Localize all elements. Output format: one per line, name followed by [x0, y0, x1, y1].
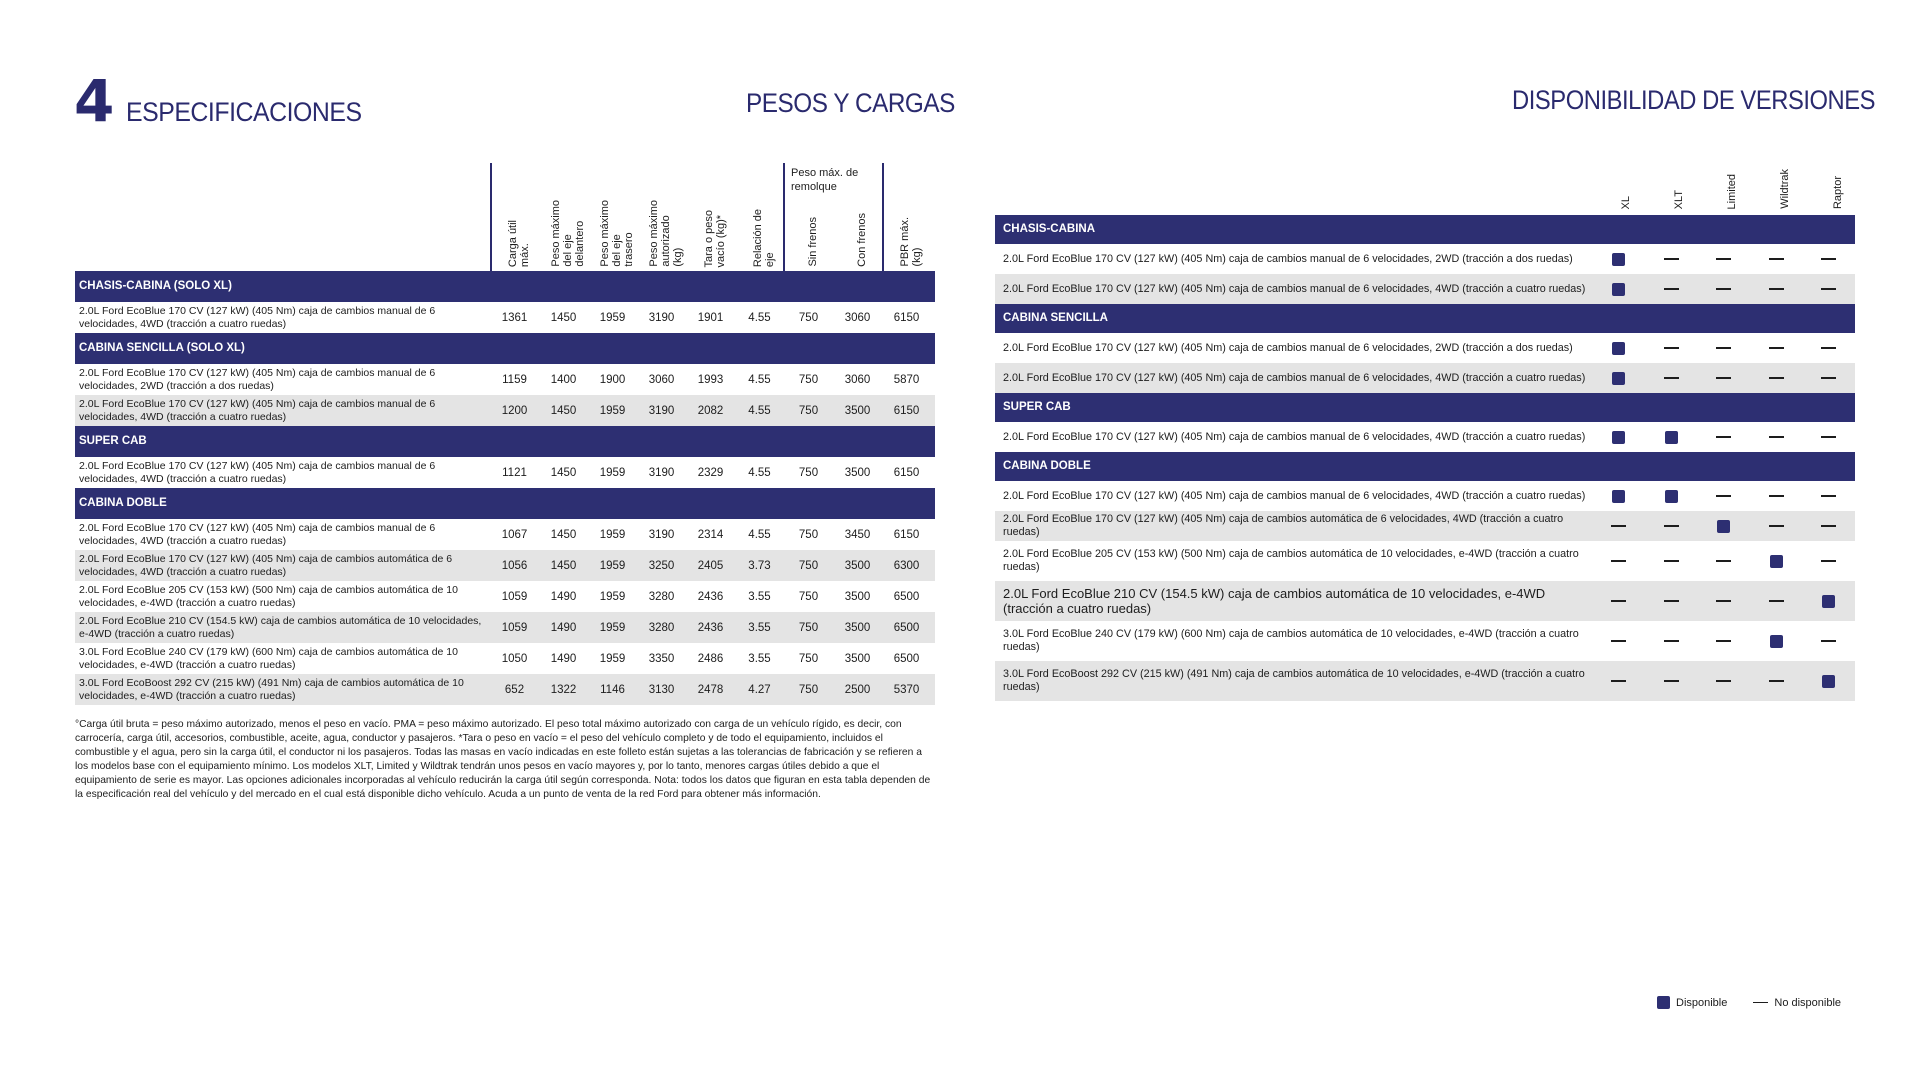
cell-value: 1901: [697, 311, 724, 324]
row-description: 2.0L Ford EcoBlue 170 CV (127 kW) (405 Nm) caja de cambios manual de 6 velocidades, 4WD (tracción a cuatro ruedas): [1003, 282, 1586, 295]
cell-value: 750: [798, 404, 819, 417]
availability-cell: [1645, 560, 1697, 562]
unavailable-icon: [1664, 560, 1679, 562]
cell-value: 1490: [550, 621, 577, 634]
legend-unavailable: No disponible: [1774, 996, 1842, 1009]
unavailable-icon: [1821, 495, 1836, 497]
unavailable-icon: [1716, 600, 1731, 602]
row-description: 3.0L Ford EcoBoost 292 CV (215 kW) (491 Nm) caja de cambios automática de 10 velocidades, e-4WD (tracción a cuatro ruedas): [1003, 668, 1585, 693]
cell-value: 4.55: [748, 466, 771, 479]
cell-value: 1490: [550, 652, 577, 665]
availability-table: [995, 160, 1855, 701]
unavailable-icon: [1821, 347, 1836, 349]
unavailable-icon: [1664, 525, 1679, 527]
section-header: CABINA DOBLE: [75, 488, 935, 519]
available-icon: [1770, 555, 1783, 568]
cell-value: 750: [798, 590, 819, 603]
cell-value: 3060: [844, 311, 871, 324]
section-header: CHASIS-CABINA (SOLO XL): [75, 271, 935, 302]
availability-cell: [1750, 258, 1802, 260]
availability-cell: [1645, 258, 1697, 260]
cell-value: 6500: [893, 590, 920, 603]
cell-value: 2082: [697, 404, 724, 417]
unavailable-icon: [1769, 436, 1784, 438]
availability-cell: [1645, 377, 1697, 379]
table-row: [995, 422, 1855, 452]
availability-cell: [1750, 436, 1802, 438]
towing-group-label: Peso máx. de remolque: [791, 167, 859, 193]
row-description: 3.0L Ford EcoBlue 240 CV (179 kW) (600 Nm) caja de cambios automática de 10 velocidades, e-4WD (tracción a cuatro ruedas): [79, 645, 458, 671]
cell-value: 1959: [599, 559, 626, 572]
cell-value: 2478: [697, 683, 724, 696]
availability-cell: [1698, 258, 1750, 260]
cell-value: 1959: [599, 404, 626, 417]
cell-value: 1067: [501, 528, 528, 541]
cell-value: 5370: [893, 683, 920, 696]
cell-value: 6300: [893, 559, 920, 572]
section-header: CHASIS-CABINA: [995, 215, 1855, 244]
table-row: [75, 364, 935, 395]
cell-value: 1959: [599, 652, 626, 665]
availability-cell: [1593, 640, 1645, 642]
section-header: CABINA DOBLE: [995, 452, 1855, 481]
table-row: [995, 333, 1855, 363]
cell-value: 4.55: [748, 528, 771, 541]
unavailable-icon: [1716, 680, 1731, 682]
cell-value: 1059: [501, 590, 528, 603]
availability-cell: [1645, 431, 1697, 444]
unavailable-icon: [1611, 600, 1626, 602]
cell-value: 4.55: [748, 311, 771, 324]
section-number: 4: [74, 67, 113, 135]
cell-value: 6150: [893, 528, 920, 541]
availability-cell: [1750, 347, 1802, 349]
availability-cell: [1593, 283, 1645, 296]
cell-value: 1959: [599, 590, 626, 603]
row-description: 2.0L Ford EcoBlue 210 CV (154.5 kW) caja de cambios automática de 10 velocidades, e-4WD (tracción a cuatro ruedas): [79, 614, 482, 640]
available-icon: [1612, 342, 1625, 355]
table-row: [995, 481, 1855, 511]
availability-title: DISPONIBILIDAD DE VERSIONES: [1512, 85, 1876, 115]
cell-value: 4.55: [748, 404, 771, 417]
cell-value: 6500: [893, 652, 920, 665]
availability-cell: [1750, 680, 1802, 682]
availability-cell: [1803, 640, 1855, 642]
row-description: 2.0L Ford EcoBlue 170 CV (127 kW) (405 Nm) caja de cambios automática de 6 velocidades, 4WD (tracción a cuatro ruedas): [1003, 513, 1564, 538]
unavailable-icon: [1821, 258, 1836, 260]
table-row: [995, 274, 1855, 304]
availability-cell: [1593, 525, 1645, 527]
unavailable-icon: [1821, 288, 1836, 290]
availability-cell: [1698, 377, 1750, 379]
cell-value: 4.55: [748, 373, 771, 386]
cell-value: 1200: [501, 404, 528, 417]
row-description: 2.0L Ford EcoBlue 170 CV (127 kW) (405 Nm) caja de cambios manual de 6 velocidades, 4WD (tracción a cuatro ruedas): [1003, 489, 1586, 502]
cell-value: 3060: [648, 373, 675, 386]
availability-cell: [1803, 347, 1855, 349]
unavailable-icon: [1821, 525, 1836, 527]
cell-value: 3.55: [748, 590, 771, 603]
cell-value: 3350: [648, 652, 675, 665]
table-row: [75, 612, 935, 643]
unavailable-icon: [1664, 640, 1679, 642]
availability-cell: [1698, 347, 1750, 349]
availability-cell: [1698, 520, 1750, 533]
header-divider: [882, 163, 884, 271]
unavailable-icon: [1716, 288, 1731, 290]
availability-cell: [1593, 600, 1645, 602]
availability-cell: [1750, 288, 1802, 290]
unavailable-icon: [1821, 640, 1836, 642]
cell-value: 1450: [550, 528, 577, 541]
section-heading: [74, 67, 382, 135]
version-header: XLT: [1672, 189, 1685, 209]
available-icon: [1612, 431, 1625, 444]
unavailable-icon: [1769, 525, 1784, 527]
availability-cell: [1698, 436, 1750, 438]
column-header: Peso máximo del eje trasero: [598, 200, 635, 267]
available-icon: [1822, 595, 1835, 608]
availability-cell: [1750, 525, 1802, 527]
availability-cell: [1698, 560, 1750, 562]
cell-value: 3250: [648, 559, 675, 572]
cell-value: 3500: [844, 590, 871, 603]
available-icon: [1665, 490, 1678, 503]
cell-value: 3450: [844, 528, 871, 541]
weights-table: [75, 163, 935, 705]
cell-value: 3500: [844, 621, 871, 634]
cell-value: 1959: [599, 466, 626, 479]
cell-value: 1959: [599, 528, 626, 541]
cell-value: 750: [798, 528, 819, 541]
cell-value: 1450: [550, 559, 577, 572]
cell-value: 750: [798, 652, 819, 665]
unavailable-icon: [1821, 436, 1836, 438]
weights-table-body: [75, 271, 935, 705]
cell-value: 1121: [502, 466, 527, 479]
availability-cell: [1803, 258, 1855, 260]
cell-value: 652: [504, 683, 525, 696]
cell-value: 1400: [550, 373, 577, 386]
table-row: [995, 363, 1855, 393]
cell-value: 3.55: [748, 621, 771, 634]
weights-title: PESOS Y CARGAS: [746, 88, 955, 118]
row-description: 2.0L Ford EcoBlue 170 CV (127 kW) (405 Nm) caja de cambios manual de 6 velocidades, 4WD (tracción a cuatro ruedas): [1003, 430, 1586, 443]
availability-cell: [1593, 560, 1645, 562]
cell-value: 3280: [648, 621, 675, 634]
availability-cell: [1803, 495, 1855, 497]
availability-cell: [1803, 525, 1855, 527]
unavailable-icon: [1716, 377, 1731, 379]
unavailable-icon: [1611, 640, 1626, 642]
cell-value: 1450: [550, 466, 577, 479]
unavailable-icon: [1716, 258, 1731, 260]
cell-value: 5870: [893, 373, 920, 386]
availability-cell: [1698, 495, 1750, 497]
section-header: CABINA SENCILLA (SOLO XL): [75, 333, 935, 364]
table-row: [995, 621, 1855, 661]
cell-value: 2405: [697, 559, 724, 572]
column-header: Carga útil máx.: [506, 219, 531, 267]
unavailable-icon: [1664, 347, 1679, 349]
cell-value: 750: [798, 311, 819, 324]
cell-value: 750: [798, 559, 819, 572]
availability-cell: [1803, 436, 1855, 438]
cell-value: 2436: [697, 590, 724, 603]
unavailable-icon: [1769, 288, 1784, 290]
legend-available: Disponible: [1676, 996, 1728, 1009]
available-icon: [1612, 253, 1625, 266]
cell-value: 750: [798, 466, 819, 479]
unavailable-icon: [1664, 377, 1679, 379]
cell-value: 3060: [844, 373, 871, 386]
unavailable-icon: [1611, 560, 1626, 562]
cell-value: 1056: [501, 559, 528, 572]
unavailable-icon: [1664, 258, 1679, 260]
row-description: 2.0L Ford EcoBlue 170 CV (127 kW) (405 Nm) caja de cambios manual de 6 velocidades, 2WD (tracción a dos ruedas): [1003, 252, 1573, 265]
unavailable-icon: [1611, 680, 1626, 682]
availability-cell: [1645, 600, 1697, 602]
cell-value: 1490: [550, 590, 577, 603]
cell-value: 6150: [893, 466, 920, 479]
header-divider: [783, 163, 785, 271]
availability-cell: [1593, 372, 1645, 385]
unavailable-icon: [1769, 495, 1784, 497]
availability-cell: [1593, 342, 1645, 355]
row-description: 2.0L Ford EcoBlue 210 CV (154.5 kW) caja de cambios automática de 10 velocidades, e-4WD (tracción a cuatro ruedas): [1003, 586, 1546, 616]
table-row: [995, 661, 1855, 701]
column-header: Relación de eje: [751, 208, 776, 267]
availability-cell: [1593, 680, 1645, 682]
availability-cell: [1803, 595, 1855, 608]
cell-value: 1050: [501, 652, 528, 665]
column-header: Con frenos: [855, 213, 868, 267]
cell-value: 1450: [550, 311, 577, 324]
unavailable-icon: [1716, 495, 1731, 497]
column-header: Sin frenos: [806, 217, 819, 267]
cell-value: 3190: [648, 311, 675, 324]
legend: [1657, 996, 1841, 1009]
available-icon: [1770, 635, 1783, 648]
cell-value: 2500: [844, 683, 871, 696]
unavailable-icon: [1664, 288, 1679, 290]
cell-value: 1959: [599, 311, 626, 324]
availability-cell: [1698, 680, 1750, 682]
table-row: [75, 302, 935, 333]
availability-cell: [1750, 635, 1802, 648]
cell-value: 1146: [600, 683, 625, 696]
availability-cell: [1750, 555, 1802, 568]
table-row: [75, 643, 935, 674]
available-icon: [1665, 431, 1678, 444]
cell-value: 6150: [893, 311, 920, 324]
unavailable-icon: [1769, 258, 1784, 260]
cell-value: 750: [798, 373, 819, 386]
availability-table-header: [995, 160, 1855, 215]
cell-value: 1059: [501, 621, 528, 634]
availability-cell: [1803, 560, 1855, 562]
row-description: 2.0L Ford EcoBlue 170 CV (127 kW) (405 Nm) caja de cambios manual de 6 velocidades, 4WD (tracción a cuatro ruedas): [1003, 371, 1586, 384]
unavailable-icon: [1769, 377, 1784, 379]
unavailable-icon: [1769, 680, 1784, 682]
availability-cell: [1803, 377, 1855, 379]
availability-cell: [1645, 347, 1697, 349]
version-header: XL: [1619, 195, 1632, 209]
cell-value: 3.73: [748, 559, 771, 572]
unavailable-icon: [1716, 640, 1731, 642]
cell-value: 1322: [550, 683, 577, 696]
row-description: 2.0L Ford EcoBlue 170 CV (127 kW) (405 Nm) caja de cambios manual de 6 velocidades, 2WD (tracción a dos ruedas): [79, 366, 436, 392]
table-row: [995, 511, 1855, 541]
availability-cell: [1593, 431, 1645, 444]
availability-cell: [1645, 490, 1697, 503]
unavailable-icon: [1769, 600, 1784, 602]
cell-value: 3280: [648, 590, 675, 603]
section-header: SUPER CAB: [75, 426, 935, 457]
cell-value: 1959: [599, 621, 626, 634]
cell-value: 1900: [599, 373, 626, 386]
table-row: [995, 244, 1855, 274]
cell-value: 4.27: [748, 683, 771, 696]
table-row: [75, 519, 935, 550]
column-header: PBR máx. (kg): [898, 217, 923, 267]
section-header: CABINA SENCILLA: [995, 304, 1855, 333]
table-row: [995, 581, 1855, 621]
version-header: Wildtrak: [1778, 169, 1791, 209]
unavailable-icon: [1769, 347, 1784, 349]
row-description: 2.0L Ford EcoBlue 170 CV (127 kW) (405 Nm) caja de cambios automática de 6 velocidades, 4WD (tracción a cuatro ruedas): [79, 552, 453, 578]
weights-table-header: [75, 163, 935, 271]
cell-value: 750: [798, 683, 819, 696]
version-header: Raptor: [1831, 175, 1844, 209]
cell-value: 2329: [697, 466, 724, 479]
cell-value: 750: [798, 621, 819, 634]
availability-cell: [1645, 640, 1697, 642]
cell-value: 1159: [502, 373, 527, 386]
table-row: [75, 395, 935, 426]
availability-cell: [1803, 288, 1855, 290]
unavailable-icon: [1664, 680, 1679, 682]
table-row: [75, 674, 935, 705]
unavailable-icon: [1753, 1002, 1768, 1004]
cell-value: 2314: [697, 528, 724, 541]
cell-value: 3190: [648, 404, 675, 417]
cell-value: 1361: [501, 311, 528, 324]
header-divider: [490, 163, 492, 271]
availability-cell: [1593, 490, 1645, 503]
cell-value: 2436: [697, 621, 724, 634]
availability-cell: [1593, 253, 1645, 266]
row-description: 2.0L Ford EcoBlue 205 CV (153 kW) (500 Nm) caja de cambios automática de 10 velocidades, e-4WD (tracción a cuatro ruedas): [79, 583, 458, 609]
availability-cell: [1750, 377, 1802, 379]
availability-cell: [1750, 600, 1802, 602]
available-icon: [1822, 675, 1835, 688]
unavailable-icon: [1821, 560, 1836, 562]
column-header: Peso máximo del eje delantero: [549, 200, 586, 267]
cell-value: 3190: [648, 466, 675, 479]
weights-footnote: °Carga útil bruta = peso máximo autorizado, menos el peso en vacío. PMA = peso máximo autorizado. El peso total máximo autorizado con carga de un vehículo rígido, es decir, con carrocería, carga útil, accesorios, combustible, aceite, agua, conductor y pasajeros. *Tara o peso en vacío = el peso del vehículo completo y de todo el equipamiento, incluidos el combustible y el agua, pero sin la carga útil, el conductor ni los pasajeros. Todas las masas en vacío indicadas en este folleto están sujetas a las tolerancias de fabricación y se refieren a los modelos base con el equipamiento mínimo. Los modelos XLT, Limited y Wildtrak tendrán unos pesos en vacío mayores y, por lo tanto, menores cargas útiles debido a que el equipamiento de serie es mayor. Las opciones adicionales incorporadas al vehículo reducirán la carga útil según corresponda. Nota: todos los datos que figuran en esta tabla dependen de la especificación real del vehículo y del mercado en el cual está disponible dicho vehículo. Acuda a un punto de venta de la red Ford para obtener más información.: [75, 719, 931, 800]
cell-value: 6500: [893, 621, 920, 634]
row-description: 2.0L Ford EcoBlue 170 CV (127 kW) (405 Nm) caja de cambios manual de 6 velocidades, 4WD (tracción a cuatro ruedas): [79, 304, 436, 330]
unavailable-icon: [1716, 560, 1731, 562]
cell-value: 3190: [648, 528, 675, 541]
cell-value: 3130: [648, 683, 675, 696]
available-icon: [1717, 520, 1730, 533]
row-description: 2.0L Ford EcoBlue 170 CV (127 kW) (405 Nm) caja de cambios manual de 6 velocidades, 4WD (tracción a cuatro ruedas): [79, 521, 436, 547]
unavailable-icon: [1716, 436, 1731, 438]
available-icon: [1657, 996, 1670, 1009]
availability-cell: [1750, 495, 1802, 497]
available-icon: [1612, 372, 1625, 385]
version-header: Limited: [1725, 173, 1738, 209]
cell-value: 1450: [550, 404, 577, 417]
table-row: [995, 541, 1855, 581]
availability-table-body: [995, 215, 1855, 701]
row-description: 3.0L Ford EcoBlue 240 CV (179 kW) (600 Nm) caja de cambios automática de 10 velocidades, e-4WD (tracción a cuatro ruedas): [1003, 628, 1579, 653]
row-description: 3.0L Ford EcoBoost 292 CV (215 kW) (491 Nm) caja de cambios automática de 10 velocidades, e-4WD (tracción a cuatro ruedas): [79, 676, 464, 702]
availability-cell: [1698, 640, 1750, 642]
unavailable-icon: [1611, 525, 1626, 527]
cell-value: 3500: [844, 466, 871, 479]
available-icon: [1612, 283, 1625, 296]
availability-cell: [1645, 288, 1697, 290]
unavailable-icon: [1664, 600, 1679, 602]
table-row: [75, 457, 935, 488]
available-icon: [1612, 490, 1625, 503]
table-row: [75, 550, 935, 581]
availability-cell: [1803, 675, 1855, 688]
table-row: [75, 581, 935, 612]
row-description: 2.0L Ford EcoBlue 170 CV (127 kW) (405 Nm) caja de cambios manual de 6 velocidades, 4WD (tracción a cuatro ruedas): [79, 459, 436, 485]
section-header: SUPER CAB: [995, 393, 1855, 422]
cell-value: 3500: [844, 652, 871, 665]
unavailable-icon: [1821, 377, 1836, 379]
cell-value: 3500: [844, 559, 871, 572]
cell-value: 3500: [844, 404, 871, 417]
row-description: 2.0L Ford EcoBlue 170 CV (127 kW) (405 Nm) caja de cambios manual de 6 velocidades, 2WD (tracción a dos ruedas): [1003, 341, 1573, 354]
availability-cell: [1645, 525, 1697, 527]
cell-value: 1993: [697, 373, 724, 386]
cell-value: 3.55: [748, 652, 771, 665]
cell-value: 6150: [893, 404, 920, 417]
section-title: ESPECIFICACIONES: [126, 97, 362, 127]
row-description: 2.0L Ford EcoBlue 205 CV (153 kW) (500 Nm) caja de cambios automática de 10 velocidades, e-4WD (tracción a cuatro ruedas): [1003, 548, 1579, 573]
column-header: Tara o peso vacío (kg)*: [702, 209, 727, 267]
availability-cell: [1698, 288, 1750, 290]
column-header: Peso máximo autorizado (kg): [647, 200, 684, 267]
availability-cell: [1698, 600, 1750, 602]
unavailable-icon: [1716, 347, 1731, 349]
cell-value: 2486: [697, 652, 724, 665]
availability-cell: [1645, 680, 1697, 682]
row-description: 2.0L Ford EcoBlue 170 CV (127 kW) (405 Nm) caja de cambios manual de 6 velocidades, 4WD (tracción a cuatro ruedas): [79, 397, 436, 423]
